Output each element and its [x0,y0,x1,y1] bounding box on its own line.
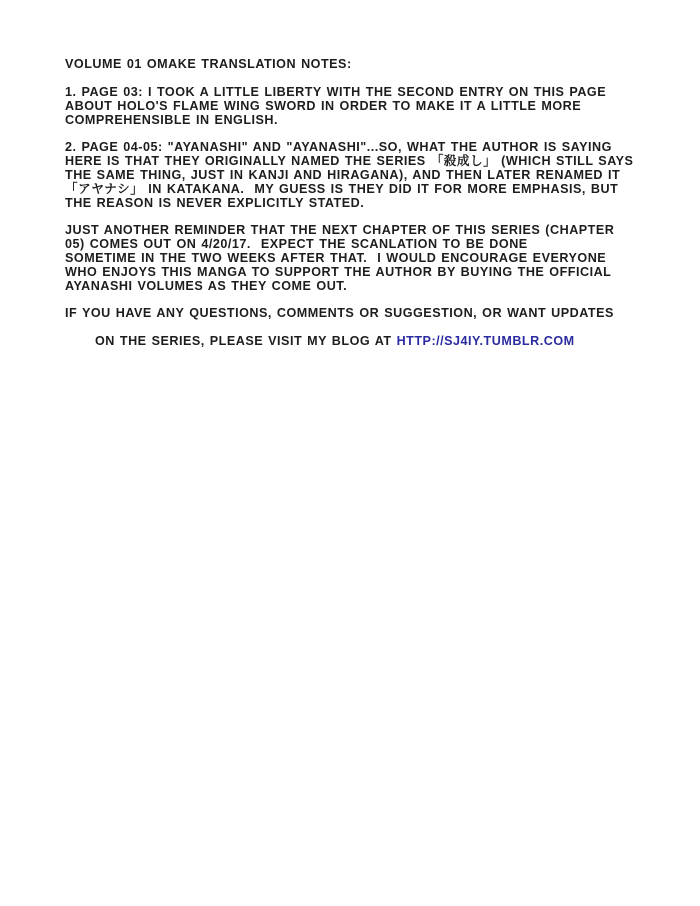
note-line: JUST ANOTHER REMINDER THAT THE NEXT CHAPTER OF THIS SERIES (CHAPTER [65,223,615,237]
note-line: AYANASHI VOLUMES AS THEY COME OUT. [65,279,348,293]
note-line: WHO ENJOYS THIS MANGA TO SUPPORT THE AUTHOR BY BUYING THE OFFICIAL [65,265,612,279]
note-line-with-link [65,320,655,362]
note-section-page-04-05 [65,140,655,210]
page-title: VOLUME 01 OMAKE TRANSLATION NOTES: [65,57,352,71]
note-section-reminder [65,223,655,293]
note-line: 「アヤナシ」 IN KATAKANA. MY GUESS IS THEY DID IT FOR MORE EMPHASIS, BUT [65,182,619,196]
note-line: COMPREHENSIBLE IN ENGLISH. [65,113,279,127]
note-line: HERE IS THAT THEY ORIGINALLY NAMED THE SERIES 「殺成し」 (WHICH STILL SAYS [65,154,634,168]
note-line: THE REASON IS NEVER EXPLICITLY STATED. [65,196,365,210]
note-line: SOMETIME IN THE TWO WEEKS AFTER THAT. I WOULD ENCOURAGE EVERYONE [65,251,607,265]
note-line: THE SAME THING, JUST IN KANJI AND HIRAGANA), AND THEN LATER RENAMED IT [65,168,621,182]
note-line: ABOUT HOLO'S FLAME WING SWORD IN ORDER TO MAKE IT A LITTLE MORE [65,99,582,113]
blog-line-prefix: ON THE SERIES, PLEASE VISIT MY BLOG AT [95,334,397,348]
note-section-contact [65,306,655,362]
note-line: 2. PAGE 04-05: "AYANASHI" AND "AYANASHI"...SO, WHAT THE AUTHOR IS SAYING [65,140,612,154]
note-line: 05) COMES OUT ON 4/20/17. EXPECT THE SCANLATION TO BE DONE [65,237,528,251]
note-line: 1. PAGE 03: I TOOK A LITTLE LIBERTY WITH THE SECOND ENTRY ON THIS PAGE [65,85,607,99]
note-line: IF YOU HAVE ANY QUESTIONS, COMMENTS OR SUGGESTION, OR WANT UPDATES [65,306,614,320]
blog-url-link[interactable]: HTTP://SJ4IY.TUMBLR.COM [396,334,575,348]
note-section-page-03 [65,85,655,127]
